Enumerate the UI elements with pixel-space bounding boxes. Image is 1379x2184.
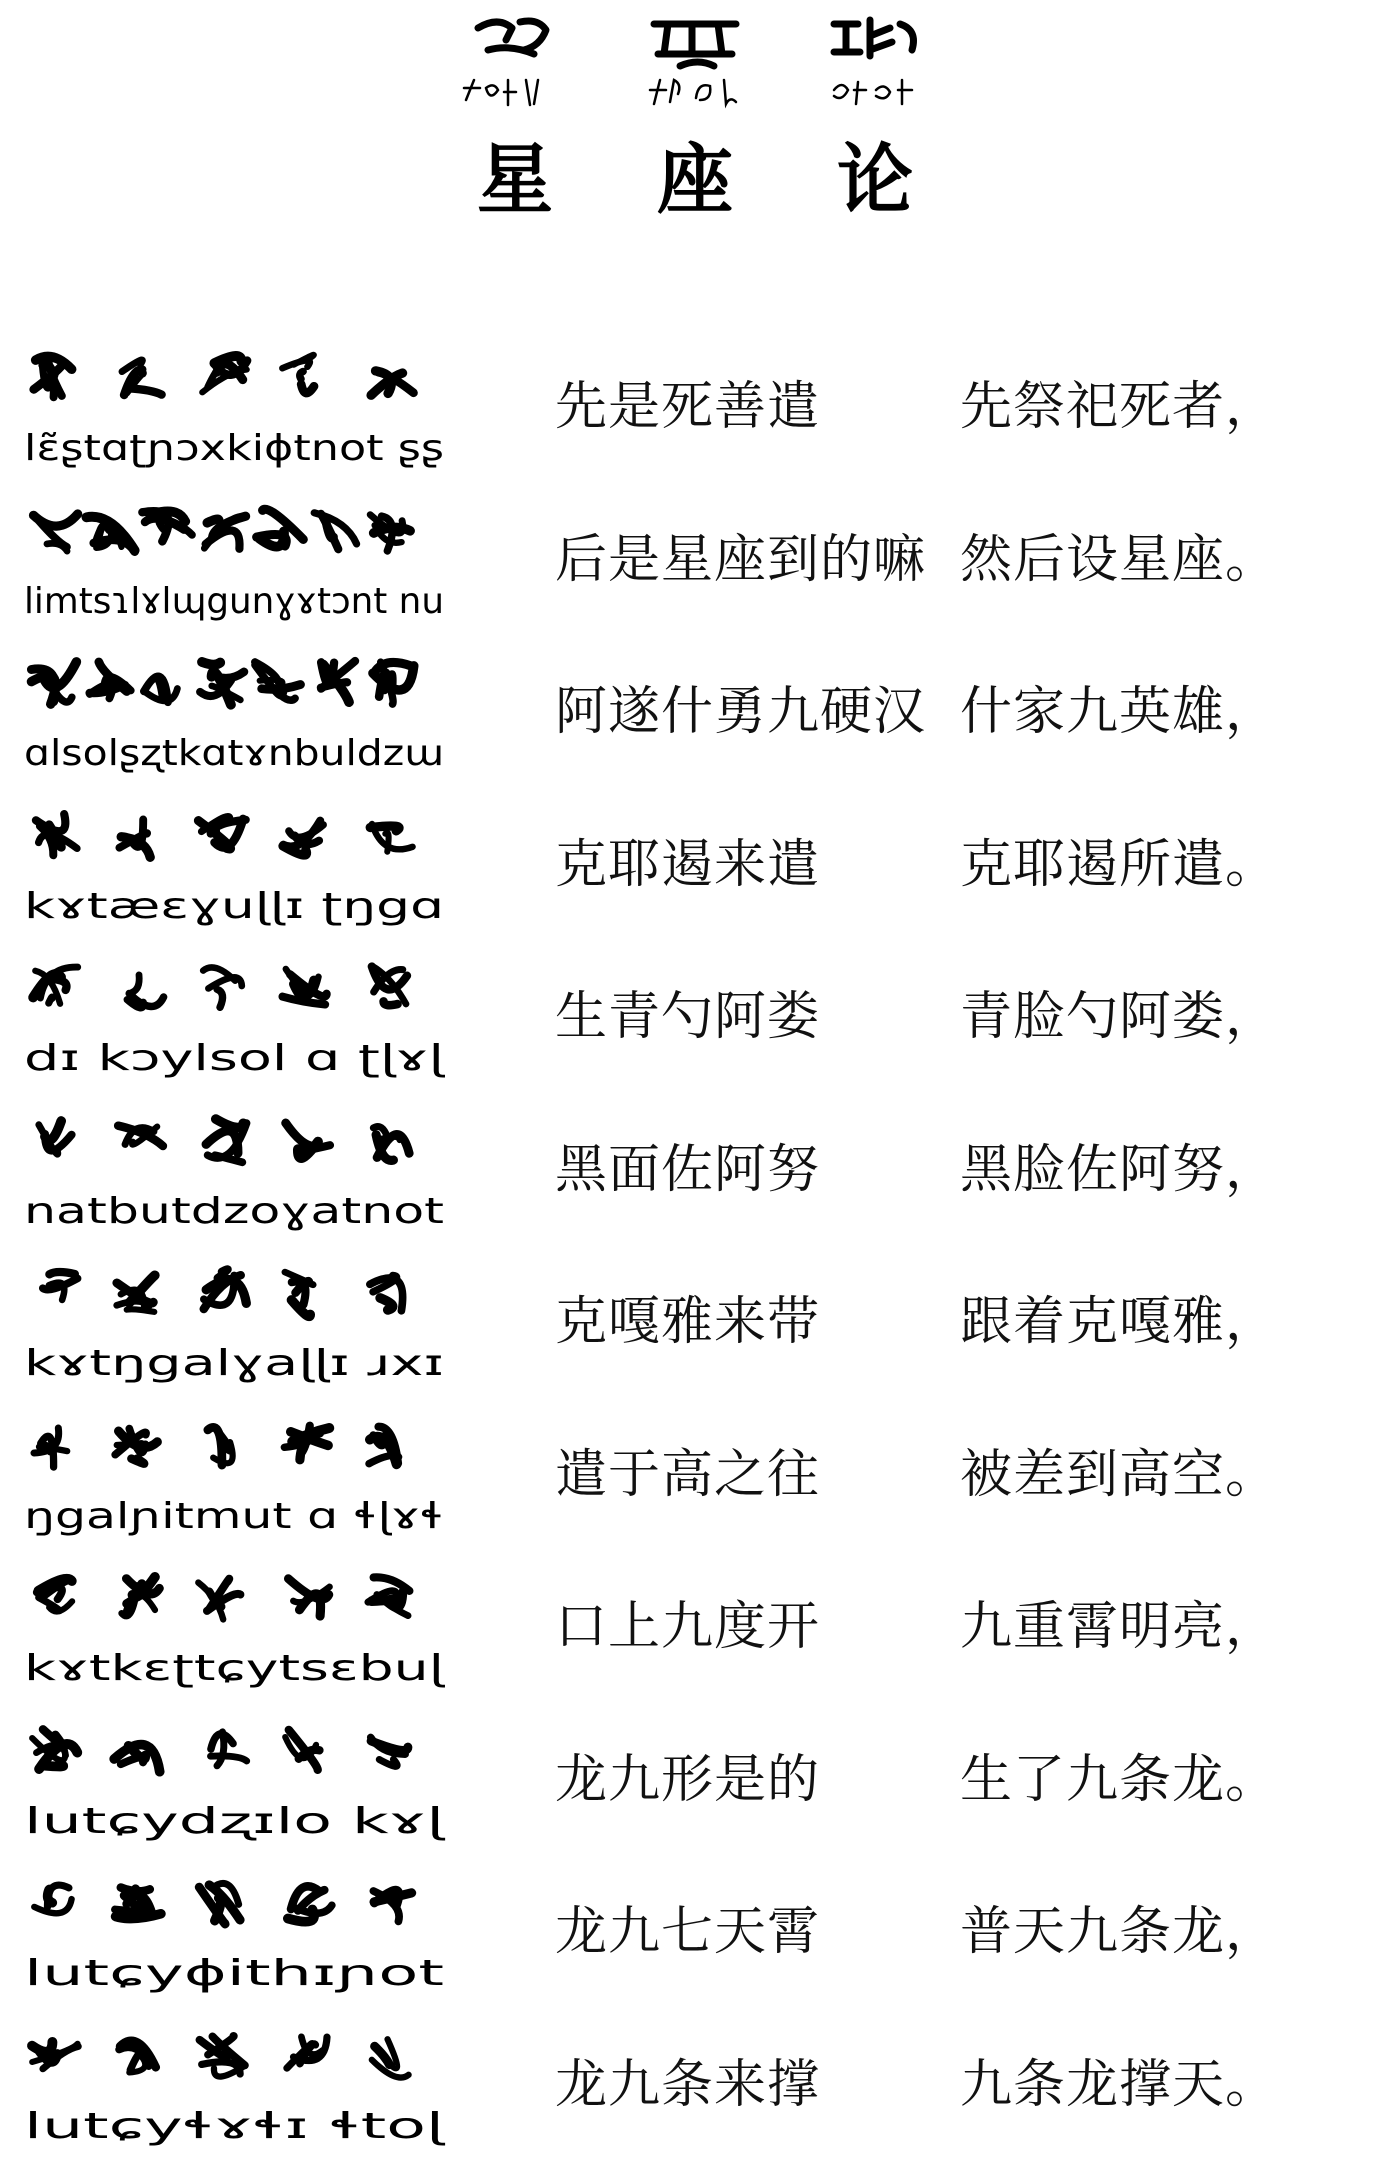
verse-row bbox=[0, 1398, 1379, 1550]
title-char-1: 星 bbox=[477, 135, 553, 224]
romanization-text: lɛ̃ʂtɑʈɲɔxkiɸtnot ʂʂ bbox=[24, 428, 444, 469]
translation-text: 克耶遏所遣。 bbox=[960, 834, 1279, 895]
yi-glyphs bbox=[32, 2035, 409, 2077]
yi-glyphs bbox=[34, 1883, 411, 1924]
yi-script-cell bbox=[20, 330, 460, 482]
yi-script-cell bbox=[20, 1550, 460, 1702]
yi-glyph-zuo-icon bbox=[640, 10, 750, 130]
yi-script-cell bbox=[20, 635, 460, 787]
verse-row bbox=[0, 1245, 1379, 1397]
title-glyph-1 bbox=[460, 10, 570, 130]
yi-glyphs bbox=[32, 1729, 408, 1771]
translation-text: 生了九条龙。 bbox=[960, 1749, 1279, 1810]
romanization-text: ŋgalɲitmut ɑ ɬɭɤɬ bbox=[24, 1495, 444, 1537]
yi-script-line-icon bbox=[20, 940, 460, 1092]
yi-script-cell bbox=[20, 483, 460, 635]
yi-glyphs bbox=[36, 814, 413, 857]
yi-script-line-icon bbox=[20, 330, 460, 482]
romanization-text: lutɕydʐɪlo kɤɭ bbox=[24, 1800, 446, 1842]
yi-glyphs bbox=[43, 1269, 403, 1316]
verse-row bbox=[0, 940, 1379, 1092]
gloss-text: 阿遂什勇九硬汉 bbox=[555, 682, 927, 742]
verse-row bbox=[0, 2008, 1379, 2160]
translation-text: 先祭祀死者， bbox=[960, 377, 1279, 437]
verse-row bbox=[0, 1093, 1379, 1245]
yi-script-line-icon bbox=[20, 1550, 460, 1702]
gloss-text: 遣于高之往 bbox=[555, 1444, 821, 1505]
yi-glyph-xing-icon bbox=[460, 10, 570, 130]
yi-script-line-icon bbox=[20, 1245, 460, 1397]
yi-glyphs bbox=[39, 1119, 409, 1162]
yi-script-cell bbox=[20, 1703, 460, 1855]
romanization-text: lutɕyɬɤɬɪ ɬtoɭ bbox=[24, 2105, 446, 2147]
gloss-text: 黑面佐阿努 bbox=[555, 1139, 821, 1200]
romanization-text: natbutdzoɣatnot bbox=[24, 1190, 444, 1232]
romanization-text: kɤtkɛʈtɕytsɛbuɭ bbox=[24, 1648, 446, 1689]
gloss-text: 生青勺阿娄 bbox=[555, 987, 821, 1047]
yi-script-cell bbox=[20, 940, 460, 1092]
gloss-text: 先是死善遣 bbox=[555, 377, 821, 437]
title-glyph-3 bbox=[820, 10, 930, 130]
translation-text: 黑脸佐阿努， bbox=[960, 1139, 1279, 1200]
gloss-text: 后是星座到的嘛 bbox=[555, 529, 927, 590]
romanization-text: lutɕyɸithɪɲot bbox=[24, 1953, 444, 1994]
yi-script-line-icon bbox=[20, 1093, 460, 1245]
verse-row bbox=[0, 1703, 1379, 1855]
translation-text: 被差到高空。 bbox=[960, 1444, 1279, 1505]
verse-row bbox=[0, 788, 1379, 940]
romanization-text: kɤtŋgalɣaɭɭɪ ɹxɪ bbox=[24, 1343, 444, 1384]
yi-script-line-icon bbox=[20, 788, 460, 940]
yi-script-line-icon bbox=[20, 483, 460, 635]
verse-row bbox=[0, 1550, 1379, 1702]
yi-script-line-icon bbox=[20, 1703, 460, 1855]
gloss-text: 克耶遏来遣 bbox=[555, 834, 821, 895]
romanization-text: ɑlsolʂʐtkɑtɤnbuldzɯ bbox=[24, 733, 444, 774]
translation-text: 九条龙撑天。 bbox=[960, 2054, 1279, 2115]
yi-script-line-icon bbox=[20, 635, 460, 787]
yi-glyphs bbox=[31, 661, 413, 705]
translation-text: 什家九英雄， bbox=[960, 682, 1279, 742]
yi-script-cell bbox=[20, 1245, 460, 1397]
yi-glyphs bbox=[37, 1577, 410, 1620]
romanization-text: limtsɿlɤlɰgunɣɤtɔnt nu bbox=[24, 580, 444, 622]
page-header bbox=[0, 0, 1379, 250]
gloss-text: 口上九度开 bbox=[555, 1597, 821, 1657]
verse-row bbox=[0, 1855, 1379, 2007]
yi-script-cell bbox=[20, 1855, 460, 2007]
gloss-text: 龙九七天霄 bbox=[555, 1902, 821, 1962]
yi-glyph-lun-icon bbox=[820, 10, 930, 130]
yi-script-line-icon bbox=[20, 1855, 460, 2007]
yi-script-line-icon bbox=[20, 2008, 460, 2160]
title-glyph-2 bbox=[640, 10, 750, 130]
translation-text: 九重霄明亮， bbox=[960, 1597, 1279, 1657]
gloss-text: 龙九形是的 bbox=[555, 1749, 821, 1810]
verse-row bbox=[0, 483, 1379, 635]
translation-text: 然后设星座。 bbox=[960, 529, 1279, 590]
translation-text: 普天九条龙， bbox=[960, 1902, 1279, 1962]
yi-glyphs bbox=[34, 355, 414, 397]
verse-row bbox=[0, 635, 1379, 787]
gloss-text: 龙九条来撑 bbox=[555, 2054, 821, 2115]
title-char-2: 座 bbox=[657, 135, 733, 224]
translation-text: 跟着克嘎雅， bbox=[960, 1292, 1279, 1352]
yi-script-line-icon bbox=[20, 1398, 460, 1550]
yi-script-cell bbox=[20, 2008, 460, 2160]
yi-glyphs bbox=[34, 509, 411, 551]
romanization-text: dɪ kɔylsol ɑ ʈɭɤɭ bbox=[24, 1038, 446, 1079]
verse-row bbox=[0, 330, 1379, 482]
yi-script-cell bbox=[20, 788, 460, 940]
yi-script-cell bbox=[20, 1093, 460, 1245]
yi-script-cell bbox=[20, 1398, 460, 1550]
yi-glyphs bbox=[33, 966, 407, 1008]
gloss-text: 克嘎雅来带 bbox=[555, 1292, 821, 1352]
title-char-3: 论 bbox=[837, 135, 913, 224]
yi-glyphs bbox=[34, 1425, 399, 1466]
romanization-text: kɤtæɛɣuɭɭɪ ʈŋgɑ bbox=[24, 885, 444, 927]
translation-text: 青脸勺阿娄， bbox=[960, 987, 1279, 1047]
